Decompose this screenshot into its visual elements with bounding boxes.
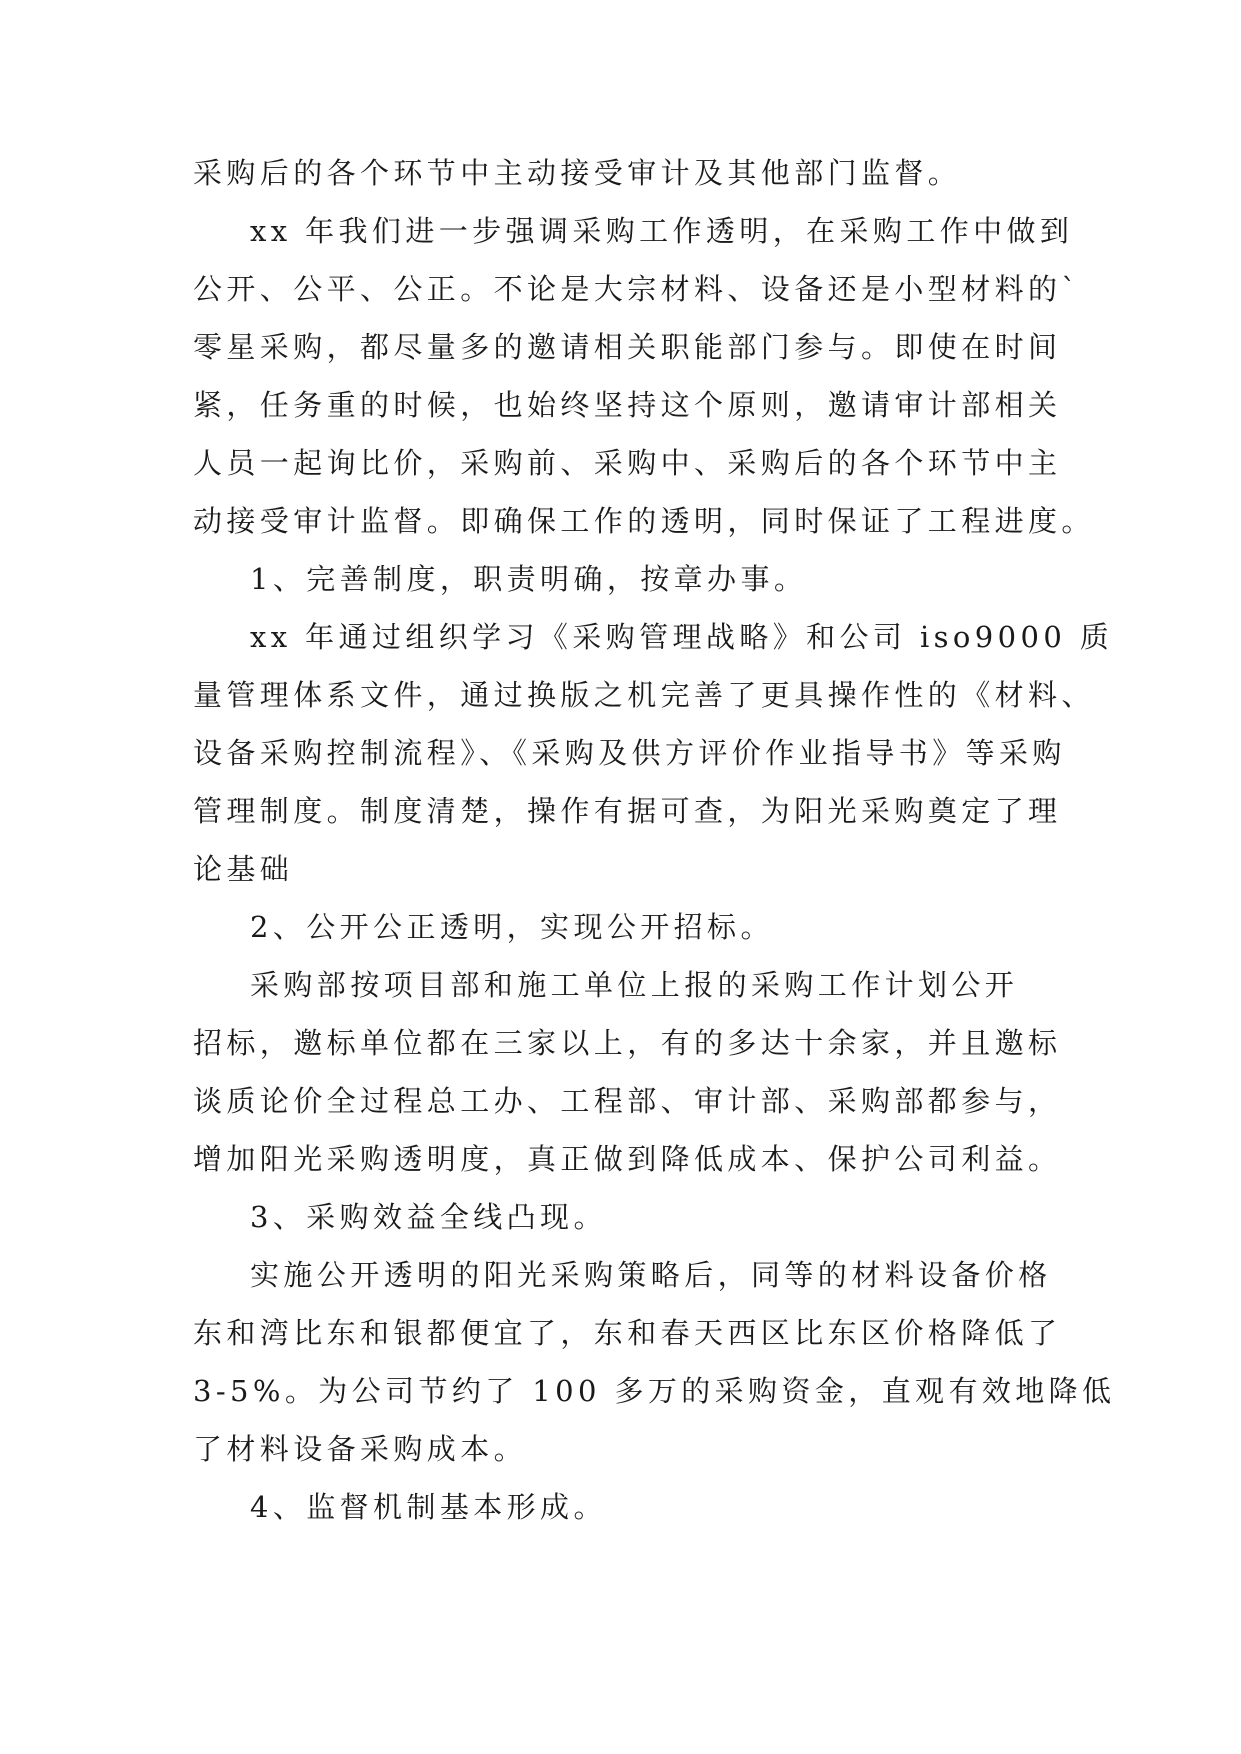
text-line: 谈质论价全过程总工办、工程部、审计部、采购部都参与， bbox=[193, 1084, 1062, 1118]
text-line: 公开、公平、公正。不论是大宗材料、设备还是小型材料的` bbox=[193, 272, 1081, 306]
text-line: 零星采购，都尽量多的邀请相关职能部门参与。即使在时间 bbox=[193, 330, 1062, 364]
section-heading: 3、采购效益全线凸现。 bbox=[250, 1200, 607, 1234]
text-line: 招标，邀标单位都在三家以上，有的多达十余家，并且邀标 bbox=[193, 1026, 1062, 1060]
text-line: 采购后的各个环节中主动接受审计及其他部门监督。 bbox=[193, 156, 962, 190]
section-heading: 1、完善制度，职责明确，按章办事。 bbox=[250, 562, 808, 596]
text-line: 论基础 bbox=[193, 852, 294, 886]
text-line: 动接受审计监督。即确保工作的透明，同时保证了工程进度。 bbox=[193, 504, 1095, 538]
text-line: 了材料设备采购成本。 bbox=[193, 1432, 528, 1466]
text-line: 东和湾比东和银都便宜了，东和春天西区比东区价格降低了 bbox=[193, 1316, 1062, 1350]
text-line: 增加阳光采购透明度，真正做到降低成本、保护公司利益。 bbox=[193, 1142, 1062, 1176]
text-line: 量管理体系文件，通过换版之机完善了更具操作性的《材料、 bbox=[193, 678, 1095, 712]
text-line: 设备采购控制流程》、《采购及供方评价作业指导书》等采购 bbox=[193, 736, 1066, 770]
section-heading: 2、公开公正透明，实现公开招标。 bbox=[250, 910, 774, 944]
text-line: xx 年通过组织学习《采购管理战略》和公司 iso9000 质 bbox=[250, 620, 1114, 654]
text-line: 3-5%。为公司节约了 100 多万的采购资金，直观有效地降低 bbox=[193, 1374, 1116, 1408]
text-line: xx 年我们进一步强调采购工作透明，在采购工作中做到 bbox=[250, 214, 1074, 248]
text-line: 人员一起询比价，采购前、采购中、采购后的各个环节中主 bbox=[193, 446, 1062, 480]
text-line: 实施公开透明的阳光采购策略后，同等的材料设备价格 bbox=[250, 1258, 1052, 1292]
text-line: 紧，任务重的时候，也始终坚持这个原则，邀请审计部相关 bbox=[193, 388, 1062, 422]
text-line: 采购部按项目部和施工单位上报的采购工作计划公开 bbox=[250, 968, 1019, 1002]
section-heading: 4、监督机制基本形成。 bbox=[250, 1490, 607, 1524]
text-line: 管理制度。制度清楚，操作有据可查，为阳光采购奠定了理 bbox=[193, 794, 1062, 828]
